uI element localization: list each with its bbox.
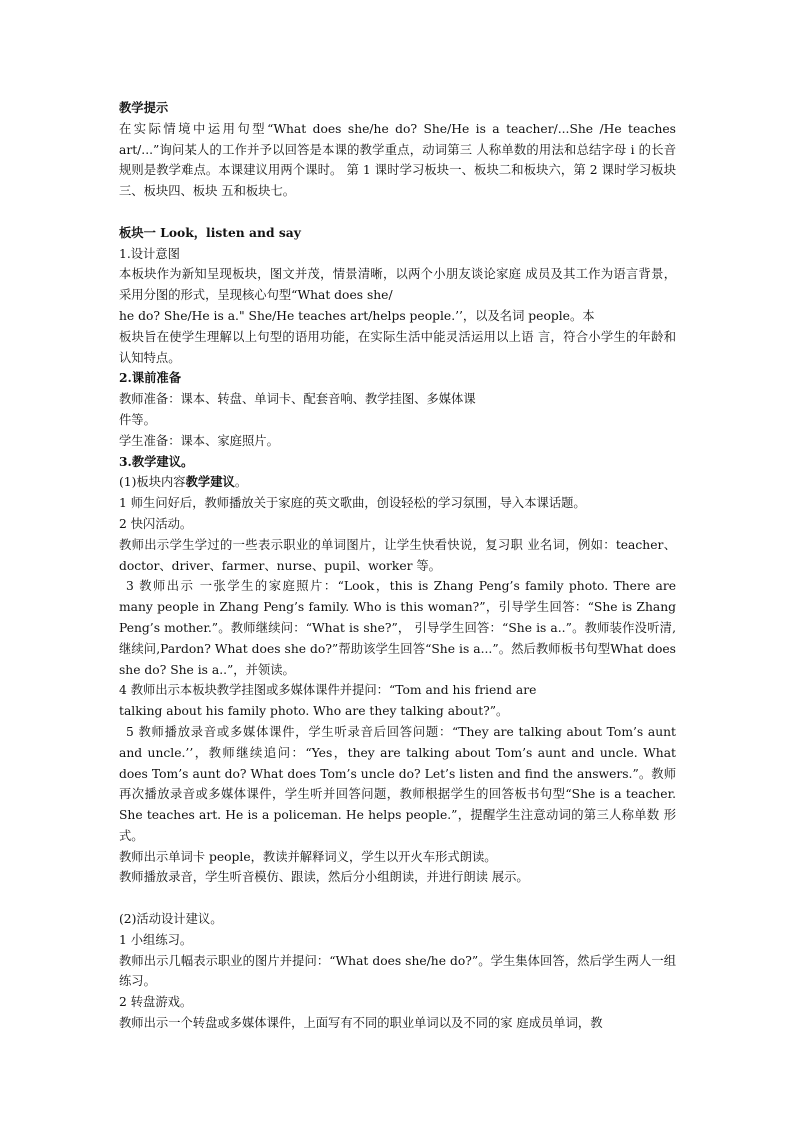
step-7: 教师播放录音，学生听音模仿、跟读，然后分小组朗读，并进行朗读 展示。 (119, 870, 529, 885)
step-5: 5 教师播放录音或多媒体课件，学生听录音后回答问题：“They are talking about Tom’s aunt and uncle.’’，教师继续追问：“Yes，they are talking about Tom’s aunt and uncle. What does Tom’s aunt do? What does Tom’s uncle do? Let’s listen and find the answers.”。教师再次播放录音或多媒体课件，学生听并回答问题，教师根据学生的回答板书句型“She is a teacher. She teaches art. He is a policeman. He helps people.”，提醒学生注意动词的第三人称单数 形式。 (119, 724, 676, 843)
prep-student: 学生准备：课本、家庭照片。 (119, 433, 279, 448)
section1-heading: 板块一 Look，listen and say (119, 224, 301, 240)
spacer (119, 202, 676, 223)
design-paragraph-a: 本板块作为新知呈现板块，图文并茂，情景清晰，以两个小朋友谈论家庭 成员及其工作为语言背景，采用分图的形式，呈现核心句型“What does she/ (119, 267, 676, 303)
prep-teacher-a: 教师准备：课本、转盘、单词卡、配套音响、教学挂图、多媒体课 (119, 392, 476, 407)
doc-title: 教学提示 (119, 100, 169, 115)
suggest-heading: 3.教学建议。 (119, 453, 194, 469)
sub1-prefix: (1)板块内容 (119, 475, 186, 490)
spacer (119, 888, 676, 909)
section2-title: (2)活动设计建议。 (119, 912, 223, 927)
design-paragraph-c: 板块旨在使学生理解以上句型的语用功能，在实际生活中能灵活运用以上语 言，符合小学生的年龄和认知特点。 (119, 329, 676, 365)
step-3: 3 教师出示 一张学生的家庭照片：“Look，this is Zhang Peng’s family photo. There are many people in Zhang Peng’s family. Who is this woman?”，引导学生回答：“She is Zhang Peng’s mother.”。教师继续问：“What is she?”， 引导学生回答：“She is a..”。教师装作没听清,继续问,Pardon? What does she do?”帮助该学生回答“She is a...”。然后教师板书句型What does she do? She is a..”，并领读。 (119, 579, 676, 677)
sub1-suffix: 。 (234, 475, 248, 490)
sub1-bold: 教学建议 (185, 474, 235, 490)
prep-teacher-b: 件等。 (119, 412, 156, 427)
step-4-b: talking about his family photo. Who are they talking about?”。 (119, 704, 509, 719)
activity-1-title: 1 小组练习。 (119, 932, 193, 947)
step-2-body: 教师出示学生学过的一些表示职业的单词图片，让学生快看快说，复习职 业名词，例如：teacher、doctor、driver、farmer、nurse、pupil、worker 等。 (119, 537, 676, 573)
step-1: 1 师生问好后，教师播放关于家庭的英文歌曲，创设轻松的学习氛围，导入本课话题。 (119, 496, 586, 511)
activity-2-title: 2 转盘游戏。 (119, 995, 193, 1010)
document-page (119, 98, 676, 1034)
intro-paragraph: 在实际情境中运用句型“What does she/he do? She/He is a teacher/...She /He teaches art/...”询问某人的工作并予以回答是本课的教学重点，动词第三 人称单数的用法和总结字母 i 的长音规则是教学难点。本课建议用两个课时。 第 1 课时学习板块一、板块二和板块六，第 2 课时学习板块三、板块四、板块 五和板块七。 (119, 121, 676, 199)
step-2-title: 2 快闪活动。 (119, 516, 193, 531)
activity-2-body: 教师出示一个转盘或多媒体课件，上面写有不同的职业单词以及不同的家 庭成员单词，教 (119, 1016, 603, 1031)
design-paragraph-b: he do? She/He is a." She/He teaches art/helps people.’’，以及名词 people。本 (119, 308, 595, 323)
step-6: 教师出示单词卡 people，教读并解释词义，学生以开火车形式朗读。 (119, 849, 497, 864)
sub1-heading (119, 472, 676, 493)
step-4-a: 4 教师出示本板块教学挂图或多媒体课件并提问：“Tom and his friend are (119, 683, 537, 698)
design-heading: 1.设计意图 (119, 246, 180, 261)
prep-heading: 2.课前准备 (119, 370, 182, 386)
activity-1-body: 教师出示几幅表示职业的图片并提问：“What does she/he do?”。学生集体回答，然后学生两人一组练习。 (119, 953, 676, 989)
